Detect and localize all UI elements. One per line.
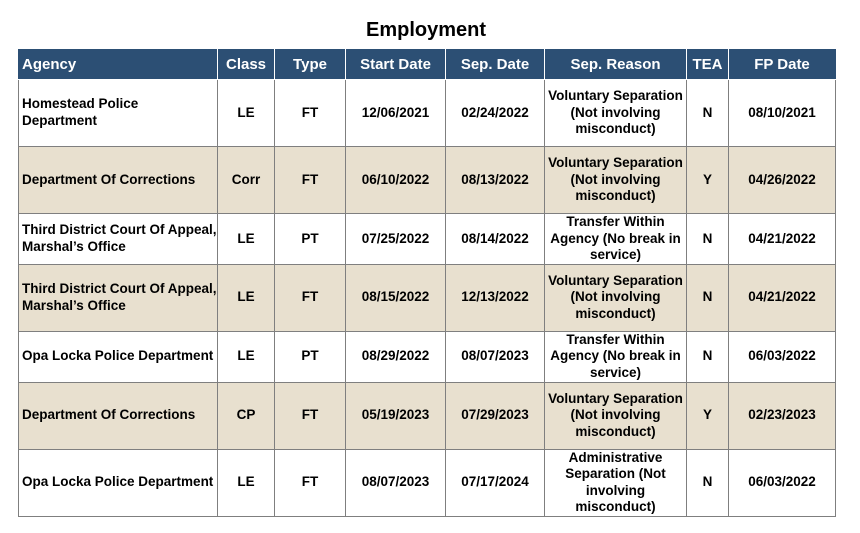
cell-sep-date: 07/29/2023 [446, 382, 545, 449]
cell-fp-date: 08/10/2021 [729, 80, 836, 147]
cell-class: CP [218, 382, 275, 449]
cell-class: LE [218, 331, 275, 382]
cell-tea: N [687, 80, 729, 147]
table-row [19, 214, 836, 265]
cell-tea: N [687, 264, 729, 331]
cell-sep-reason: Administrative Separation (Not involving misconduct) [545, 449, 687, 516]
column-header-agency: Agency [19, 50, 218, 80]
cell-tea: N [687, 214, 729, 265]
table-row [19, 147, 836, 214]
column-header-sep-date: Sep. Date [446, 50, 545, 80]
cell-class: LE [218, 214, 275, 265]
cell-type: FT [275, 264, 346, 331]
table-row [19, 449, 836, 516]
cell-type: FT [275, 449, 346, 516]
cell-fp-date: 06/03/2022 [729, 331, 836, 382]
cell-fp-date: 04/26/2022 [729, 147, 836, 214]
cell-class: LE [218, 264, 275, 331]
cell-fp-date: 04/21/2022 [729, 214, 836, 265]
cell-start-date: 12/06/2021 [346, 80, 446, 147]
column-header-start-date: Start Date [346, 50, 446, 80]
cell-start-date: 08/15/2022 [346, 264, 446, 331]
cell-tea: N [687, 449, 729, 516]
cell-agency: Homestead Police Department [19, 80, 218, 147]
column-header-tea: TEA [687, 50, 729, 80]
table-row [19, 382, 836, 449]
cell-sep-reason: Voluntary Separation (Not involving misconduct) [545, 382, 687, 449]
cell-class: LE [218, 80, 275, 147]
cell-fp-date: 06/03/2022 [729, 449, 836, 516]
cell-sep-date: 08/07/2023 [446, 331, 545, 382]
cell-start-date: 08/29/2022 [346, 331, 446, 382]
cell-start-date: 06/10/2022 [346, 147, 446, 214]
column-header-type: Type [275, 50, 346, 80]
table-header-row [19, 50, 836, 80]
cell-agency: Third District Court Of Appeal, Marshal’s Office [19, 264, 218, 331]
cell-fp-date: 02/23/2023 [729, 382, 836, 449]
cell-class: Corr [218, 147, 275, 214]
cell-type: FT [275, 382, 346, 449]
table-row [19, 80, 836, 147]
cell-start-date: 07/25/2022 [346, 214, 446, 265]
cell-type: PT [275, 331, 346, 382]
table-row [19, 331, 836, 382]
column-header-fp-date: FP Date [729, 50, 836, 80]
cell-agency: Third District Court Of Appeal, Marshal’s Office [19, 214, 218, 265]
cell-agency: Opa Locka Police Department [19, 331, 218, 382]
cell-sep-date: 07/17/2024 [446, 449, 545, 516]
cell-agency: Department Of Corrections [19, 147, 218, 214]
cell-type: FT [275, 80, 346, 147]
cell-sep-reason: Voluntary Separation (Not involving misconduct) [545, 147, 687, 214]
cell-start-date: 08/07/2023 [346, 449, 446, 516]
cell-sep-date: 12/13/2022 [446, 264, 545, 331]
cell-sep-reason: Transfer Within Agency (No break in service) [545, 214, 687, 265]
cell-agency: Opa Locka Police Department [19, 449, 218, 516]
cell-sep-date: 02/24/2022 [446, 80, 545, 147]
cell-type: PT [275, 214, 346, 265]
cell-class: LE [218, 449, 275, 516]
table-row [19, 264, 836, 331]
cell-sep-reason: Voluntary Separation (Not involving misconduct) [545, 80, 687, 147]
employment-table [18, 49, 836, 517]
column-header-sep-reason: Sep. Reason [545, 50, 687, 80]
cell-tea: Y [687, 147, 729, 214]
cell-sep-reason: Transfer Within Agency (No break in service) [545, 331, 687, 382]
page-title: Employment [365, 19, 487, 41]
cell-fp-date: 04/21/2022 [729, 264, 836, 331]
cell-sep-reason: Voluntary Separation (Not involving misconduct) [545, 264, 687, 331]
cell-sep-date: 08/14/2022 [446, 214, 545, 265]
cell-start-date: 05/19/2023 [346, 382, 446, 449]
cell-type: FT [275, 147, 346, 214]
cell-tea: Y [687, 382, 729, 449]
cell-agency: Department Of Corrections [19, 382, 218, 449]
column-header-class: Class [218, 50, 275, 80]
cell-sep-date: 08/13/2022 [446, 147, 545, 214]
cell-tea: N [687, 331, 729, 382]
